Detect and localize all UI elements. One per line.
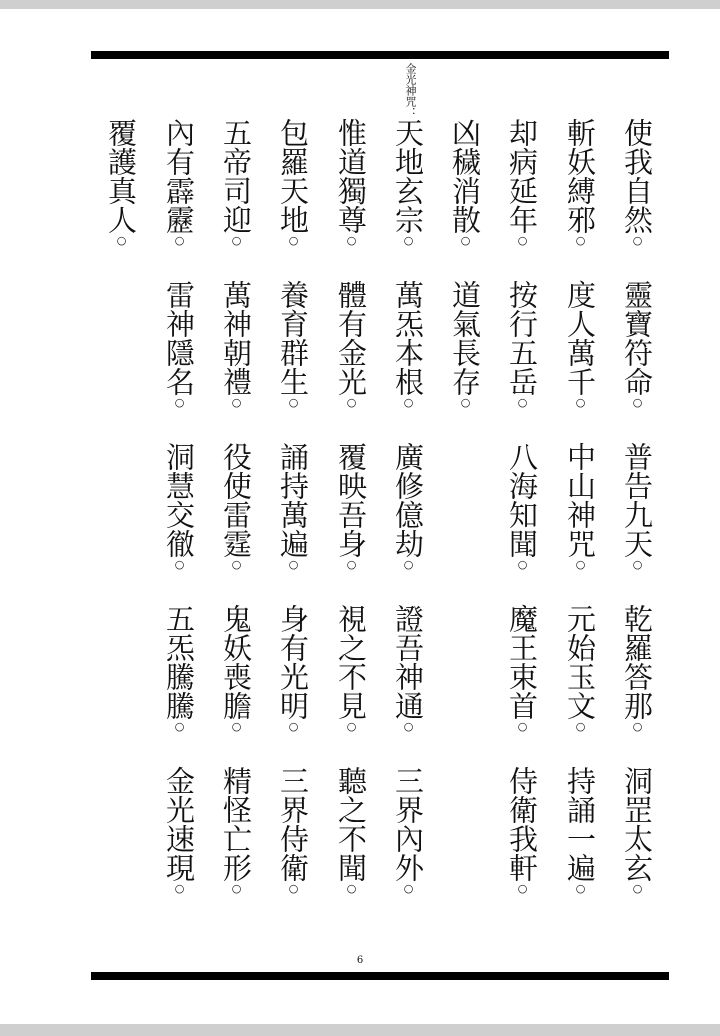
circle-punctuation: ○ xyxy=(230,558,243,571)
verse-phrase xyxy=(617,118,657,280)
phrase-text: 乾羅答那 xyxy=(620,604,654,720)
circle-punctuation: ○ xyxy=(173,396,186,409)
phrase-text: 元始玉文 xyxy=(563,604,597,720)
verse-phrase xyxy=(445,280,485,409)
verse-phrase xyxy=(617,442,657,604)
phrase-text: 金光速現 xyxy=(162,766,196,882)
circle-punctuation: ○ xyxy=(345,882,358,895)
circle-punctuation: ○ xyxy=(173,720,186,733)
verse-phrase xyxy=(273,118,313,280)
top-rule xyxy=(91,51,669,59)
verse-phrase xyxy=(216,118,256,280)
text-column xyxy=(560,118,600,895)
phrase-text: 覆護真人 xyxy=(104,118,138,234)
phrase-text: 養育群生 xyxy=(276,280,310,396)
circle-punctuation: ○ xyxy=(345,234,358,247)
phrase-text: 五帝司迎 xyxy=(219,118,253,234)
phrase-text: 八海知聞 xyxy=(505,442,539,558)
verse-phrase xyxy=(502,280,542,442)
phrase-text: 靈寶符命 xyxy=(620,280,654,396)
verse-phrase xyxy=(273,604,313,766)
verse-phrase xyxy=(159,766,199,895)
phrase-text: 度人萬千 xyxy=(563,280,597,396)
verse-phrase xyxy=(502,442,542,604)
circle-punctuation: ○ xyxy=(459,234,472,247)
circle-punctuation: ○ xyxy=(631,558,644,571)
verse-phrase xyxy=(331,280,371,442)
viewer-bottom-band xyxy=(0,1024,720,1036)
verse-phrase xyxy=(560,766,600,895)
phrase-text: 洞慧交徹 xyxy=(162,442,196,558)
verse-phrase xyxy=(617,280,657,442)
circle-punctuation: ○ xyxy=(631,720,644,733)
text-column xyxy=(216,118,256,895)
text-column xyxy=(388,118,428,895)
verse-phrase xyxy=(273,442,313,604)
bottom-rule xyxy=(91,972,669,980)
circle-punctuation: ○ xyxy=(516,558,529,571)
verse-phrase xyxy=(388,280,428,442)
text-column xyxy=(101,118,141,247)
circle-punctuation: ○ xyxy=(173,234,186,247)
phrase-text: 魔王束首 xyxy=(505,604,539,720)
text-column xyxy=(159,118,199,895)
verse-phrase xyxy=(502,766,542,895)
phrase-text: 視之不見 xyxy=(334,604,368,720)
phrase-text: 包羅天地 xyxy=(276,118,310,234)
phrase-text: 中山神咒 xyxy=(563,442,597,558)
phrase-text: 惟道獨尊 xyxy=(334,118,368,234)
circle-punctuation: ○ xyxy=(287,882,300,895)
phrase-text: 萬神朝禮 xyxy=(219,280,253,396)
circle-punctuation: ○ xyxy=(230,396,243,409)
phrase-text: 鬼妖喪膽 xyxy=(219,604,253,720)
circle-punctuation: ○ xyxy=(345,720,358,733)
phrase-text: 洞罡太玄 xyxy=(620,766,654,882)
verse-phrase xyxy=(216,442,256,604)
verse-phrase xyxy=(331,118,371,280)
circle-punctuation: ○ xyxy=(287,720,300,733)
circle-punctuation: ○ xyxy=(287,396,300,409)
circle-punctuation: ○ xyxy=(230,720,243,733)
phrase-text: 精怪亡形 xyxy=(219,766,253,882)
verse-phrase xyxy=(331,766,371,895)
circle-punctuation: ○ xyxy=(516,882,529,895)
phrase-text: 持誦一遍 xyxy=(563,766,597,882)
phrase-text: 雷神隱名 xyxy=(162,280,196,396)
verse-phrase xyxy=(159,604,199,766)
verse-phrase xyxy=(159,280,199,442)
phrase-text: 證吾神通 xyxy=(391,604,425,720)
phrase-text: 萬炁本根 xyxy=(391,280,425,396)
circle-punctuation: ○ xyxy=(516,720,529,733)
circle-punctuation: ○ xyxy=(516,396,529,409)
phrase-text: 覆映吾身 xyxy=(334,442,368,558)
circle-punctuation: ○ xyxy=(345,396,358,409)
verse-phrase xyxy=(617,766,657,895)
phrase-text: 役使雷霆 xyxy=(219,442,253,558)
circle-punctuation: ○ xyxy=(230,234,243,247)
circle-punctuation: ○ xyxy=(631,396,644,409)
phrase-text: 內有霹靂 xyxy=(162,118,196,234)
phrase-text: 誦持萬遍 xyxy=(276,442,310,558)
circle-punctuation: ○ xyxy=(574,234,587,247)
phrase-text: 普告九天 xyxy=(620,442,654,558)
phrase-text: 凶穢消散 xyxy=(448,118,482,234)
phrase-text: 使我自然 xyxy=(620,118,654,234)
circle-punctuation: ○ xyxy=(402,396,415,409)
circle-punctuation: ○ xyxy=(402,720,415,733)
phrase-text: 侍衛我軒 xyxy=(505,766,539,882)
verse-phrase xyxy=(388,442,428,604)
phrase-text: 身有光明 xyxy=(276,604,310,720)
circle-punctuation: ○ xyxy=(402,558,415,571)
text-column xyxy=(331,118,371,895)
verse-phrase xyxy=(560,442,600,604)
circle-punctuation: ○ xyxy=(173,558,186,571)
verse-phrase xyxy=(388,766,428,895)
circle-punctuation: ○ xyxy=(345,558,358,571)
section-heading: 金光神咒： xyxy=(404,63,417,118)
verse-phrase xyxy=(560,604,600,766)
phrase-text: 按行五岳 xyxy=(505,280,539,396)
circle-punctuation: ○ xyxy=(287,558,300,571)
verse-phrase xyxy=(216,604,256,766)
text-column xyxy=(273,118,313,895)
circle-punctuation: ○ xyxy=(574,720,587,733)
verse-phrase xyxy=(617,604,657,766)
text-column xyxy=(617,118,657,895)
circle-punctuation: ○ xyxy=(230,882,243,895)
verse-phrase xyxy=(273,766,313,895)
phrase-text: 廣修億劫 xyxy=(391,442,425,558)
verse-phrase xyxy=(331,604,371,766)
phrase-text: 體有金光 xyxy=(334,280,368,396)
circle-punctuation: ○ xyxy=(115,234,128,247)
viewer-top-band xyxy=(0,0,720,9)
circle-punctuation: ○ xyxy=(402,234,415,247)
circle-punctuation: ○ xyxy=(459,396,472,409)
phrase-text: 却病延年 xyxy=(505,118,539,234)
text-column xyxy=(502,118,542,895)
verse-phrase xyxy=(388,118,428,280)
phrase-text: 道氣長存 xyxy=(448,280,482,396)
circle-punctuation: ○ xyxy=(631,882,644,895)
verse-phrase xyxy=(273,280,313,442)
verse-phrase xyxy=(560,280,600,442)
verse-phrase xyxy=(331,442,371,604)
circle-punctuation: ○ xyxy=(574,558,587,571)
phrase-text: 三界內外 xyxy=(391,766,425,882)
circle-punctuation: ○ xyxy=(516,234,529,247)
verse-phrase xyxy=(101,118,141,247)
circle-punctuation: ○ xyxy=(631,234,644,247)
verse-phrase xyxy=(159,118,199,280)
circle-punctuation: ○ xyxy=(402,882,415,895)
phrase-text: 斬妖縛邪 xyxy=(563,118,597,234)
verse-phrase xyxy=(560,118,600,280)
verse-phrase xyxy=(159,442,199,604)
verse-phrase xyxy=(445,118,485,280)
verse-phrase xyxy=(388,604,428,766)
circle-punctuation: ○ xyxy=(574,396,587,409)
verse-phrase xyxy=(216,280,256,442)
page-number: 6 xyxy=(356,955,364,966)
phrase-text: 聽之不聞 xyxy=(334,766,368,882)
verse-phrase xyxy=(502,604,542,766)
verse-phrase xyxy=(502,118,542,280)
phrase-text: 五炁騰騰 xyxy=(162,604,196,720)
text-column xyxy=(445,118,485,409)
verse-phrase xyxy=(216,766,256,895)
circle-punctuation: ○ xyxy=(574,882,587,895)
phrase-text: 天地玄宗 xyxy=(391,118,425,234)
circle-punctuation: ○ xyxy=(173,882,186,895)
circle-punctuation: ○ xyxy=(287,234,300,247)
phrase-text: 三界侍衛 xyxy=(276,766,310,882)
